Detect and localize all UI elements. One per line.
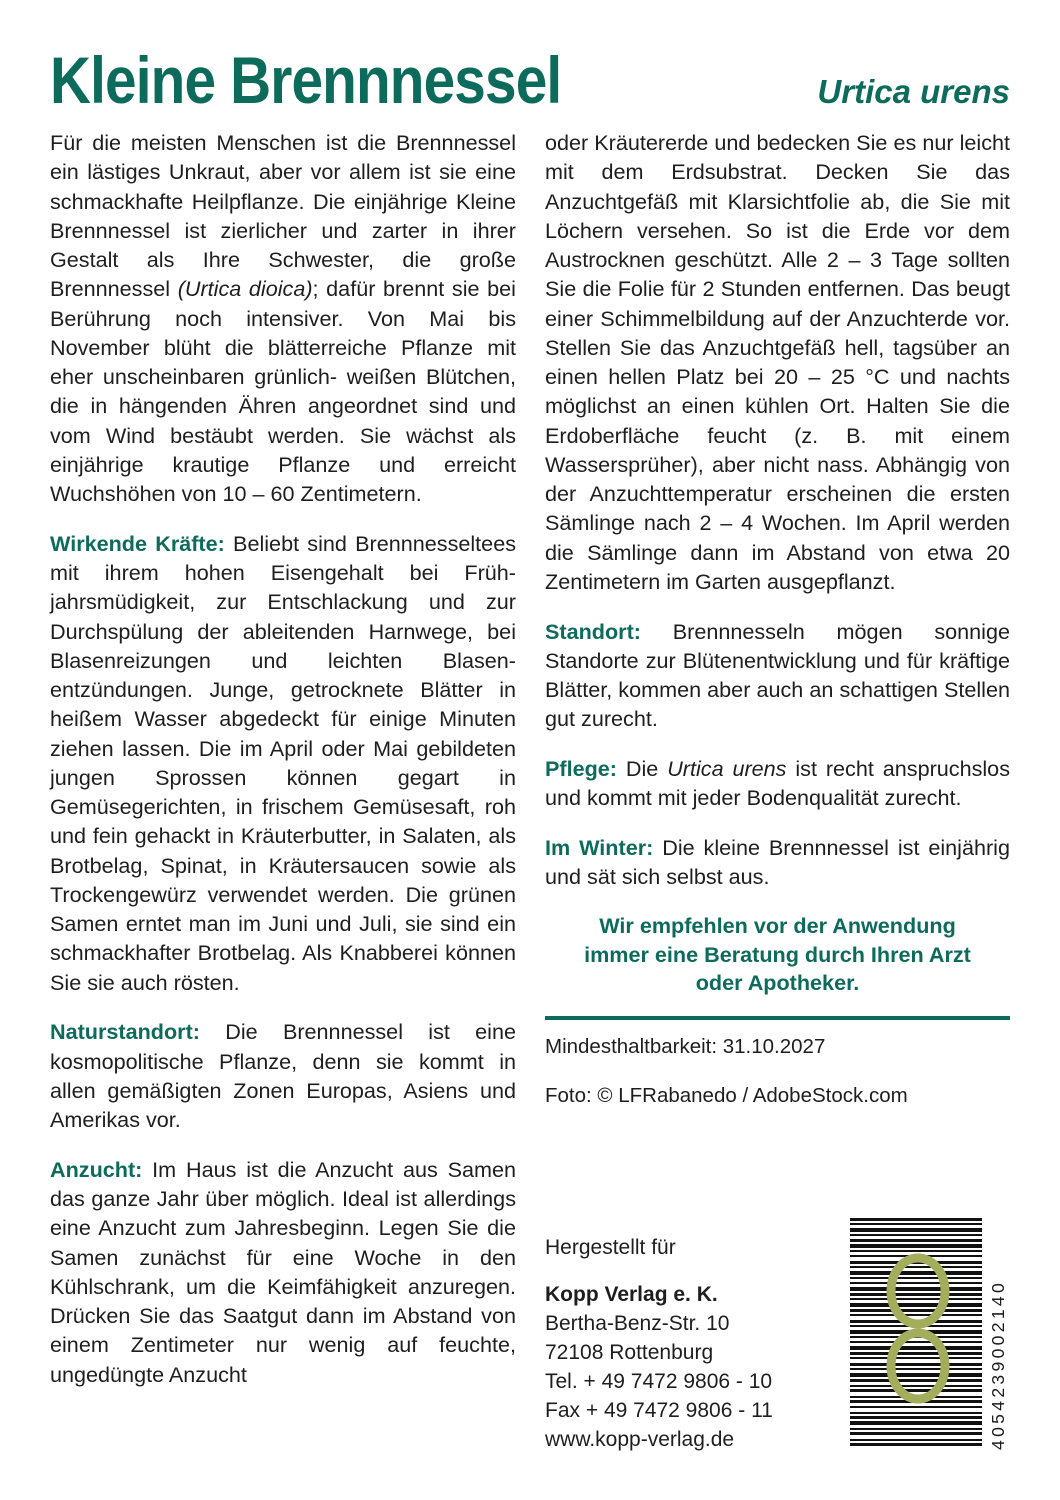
barcode-bar <box>850 1357 982 1359</box>
barcode-bar <box>850 1368 982 1370</box>
section-naturstandort <box>50 1017 516 1134</box>
street: Bertha-Benz-Str. 10 <box>545 1312 730 1335</box>
barcode-bar <box>850 1389 982 1392</box>
barcode-bar <box>850 1416 982 1419</box>
phone: Tel. + 49 7472 9806 - 10 <box>545 1370 773 1393</box>
barcode-bar <box>850 1250 982 1252</box>
section-text: Brennnesseln mögen sonnige Standorte zur Blütenentwicklung und für kräftige Blätter, kommen aber auch an schattigen Stellen gut zurecht. <box>545 618 1010 732</box>
section-winter <box>545 833 1010 892</box>
section-wirkende-kraefte <box>50 529 516 997</box>
kopp-logo-icon <box>891 1258 945 1399</box>
barcode-bar <box>850 1346 982 1350</box>
barcode-bar <box>850 1363 982 1366</box>
page-title: Kleine Brennnessel <box>50 43 562 117</box>
section-label: Naturstandort: <box>50 1019 200 1045</box>
barcode-bar <box>850 1385 982 1387</box>
barcode-bar <box>850 1234 982 1236</box>
intro-text-1: Für die meisten Menschen ist die Brennnessel ein lästiges Unkraut, aber vor allem ist sie eine schmackhafte Heilpflanze. Die einjährige Kleine Brennnessel ist zierlicher und zarter in ihrer Gestalt als Ihre Schwester, die große Brennnessel <box>50 130 516 302</box>
barcode-bar <box>850 1406 982 1408</box>
section-text: Im Haus ist die Anzucht aus Samen das ganze Jahr über möglich. Ideal ist allerdings eine Anzucht zum Jahresbeginn. Legen Sie die Samen zunächst für eine Woche in den Kühlschrank, um die Keimfähigkeit anzuregen. Drücken Sie das Saatgut dann im Abstand von einem Zentimeter nur wenig auf feuchte, ungedüngte Anzucht <box>50 1156 516 1387</box>
section-text: ist recht anspruchslos und kommt mit jeder Bodenqualität zurecht. <box>545 756 1010 811</box>
barcode-bar <box>850 1218 982 1221</box>
barcode-bar <box>850 1277 982 1279</box>
barcode-bar <box>850 1443 982 1446</box>
intro-text-2: ; dafür brennt sie bei Berührung noch intensiver. Von Mai bis November blüht die blätterreiche Pflanze mit eher unscheinbaren grünlich- weißen Blütchen, die in hängenden Ähren angeordnet sind und vom Wind bestäubt werden. Sie wächst als einjährige krautige Pflanze und erreicht Wuchshöhen von 10 – 60 Zentimetern. <box>50 276 516 506</box>
manufacturer-intro: Hergestellt für <box>545 1236 676 1259</box>
section-text: Die Brennnessel ist eine kosmopolitische Pflanze, denn sie kommt in allen gemäßigten Zonen Europas, Asiens und Amerikas vor. <box>50 1019 516 1132</box>
barcode-bar <box>850 1293 982 1296</box>
recommendation-line: immer eine Beratung durch Ihren Arzt <box>584 941 971 967</box>
barcode-bar <box>850 1303 982 1307</box>
barcode <box>848 1216 1010 1452</box>
barcode-bar <box>850 1421 982 1425</box>
section-label: Wirkende Kräfte: <box>50 530 225 556</box>
intro-italic: (Urtica dioica) <box>177 276 313 302</box>
barcode-bar <box>850 1239 982 1242</box>
section-anzucht-continued: oder Kräutererde und bedecken Sie es nur leicht mit dem Erdsubstrat. Decken Sie das Anzuchtgefäß mit Klarsichtfolie ab, die Sie mit Löchern versehen. So ist die Erde vor dem Austrocknen geschützt. Alle 2 – 3 Tage sollten Sie die Folie für 2 Stunden entfernen. Das beugt einer Schimmelbildung auf der Anzuchterde vor. Stellen Sie das Anzuchtgefäß hell, tagsüber an einen hellen Platz bei 20 – 25 °C und nachts möglichst an einen kühlen Ort. Halten Sie die Erdoberfläche feucht (z. B. mit einem Wassersprüher), aber nicht nass. Abhängig von der Anzuchttemperatur erscheinen die ersten Sämlinge nach 2 – 4 Wochen. Im April werden die Sämlinge dann im Abstand von etwa 20 Zentimetern im Garten ausgepflanzt. <box>545 130 1010 594</box>
barcode-number: 4054239002140 <box>988 1279 1008 1450</box>
barcode-bar <box>850 1439 982 1441</box>
section-anzucht <box>50 1155 516 1389</box>
barcode-bar <box>850 1287 982 1291</box>
barcode-bar <box>850 1228 982 1232</box>
section-label: Im Winter: <box>545 835 654 860</box>
manufacturer-block <box>545 1233 835 1454</box>
city: 72108 Rottenburg <box>545 1341 714 1364</box>
barcode-bar <box>850 1282 982 1284</box>
divider <box>545 1016 1010 1020</box>
section-italic: Urtica urens <box>667 756 787 781</box>
barcode-bar <box>850 1244 982 1248</box>
latin-name: Urtica urens <box>817 73 1010 110</box>
barcode-bar <box>850 1432 982 1435</box>
recommendation-line: oder Apotheker. <box>695 970 860 995</box>
best-before: Mindesthaltbarkeit: 31.10.2027 <box>545 1034 826 1058</box>
barcode-bar <box>850 1373 982 1377</box>
section-label: Standort: <box>545 618 641 644</box>
website-link[interactable]: www.kopp-verlag.de <box>545 1428 735 1451</box>
barcode-bar <box>850 1271 982 1275</box>
section-standort <box>545 617 1010 734</box>
barcode-bar <box>850 1223 982 1225</box>
section-pflege <box>545 754 1010 813</box>
recommendation-note <box>545 912 1010 998</box>
barcode-bar <box>850 1428 982 1430</box>
barcode-bar <box>850 1352 982 1355</box>
barcode-bar <box>850 1266 982 1268</box>
barcode-bar <box>850 1379 982 1382</box>
left-column <box>50 128 516 1409</box>
photo-credit: Foto: © LFRabanedo / AdobeStock.com <box>545 1084 908 1107</box>
section-text: Die <box>617 756 668 781</box>
section-label: Pflege: <box>545 756 617 781</box>
section-text: Beliebt sind Brennnesseltees mit ihrem hohen Eisengehalt bei Frühjahrsmüdigkeit, zur Entschlackung und zur Durchspülung der ableitenden Harnwege, bei Blasenreizungen und leichten Blasenentzündungen. Junge, getrocknete Blätter in heißem Wasser abgedeckt für einige Minuten ziehen lassen. Die im April oder Mai gebildeten jungen Sprossen können gegart in Gemüsegerichten, in frischem Gemüsesaft, roh und fein gehackt in Kräuterbutter, in Salaten, als Brotbelag, Spinat, in Kräutersaucen sowie als Trockengewürz verwendet werden. Die grünen Samen erntet man im Juni und Juli, sie sind ein schmackhafter Brotbelag. Als Knabberei können Sie sie auch rösten. <box>50 530 517 995</box>
barcode-bar <box>850 1341 982 1343</box>
section-text: Die kleine Brennnessel ist einjährig und sät sich selbst aus. <box>545 835 1010 890</box>
barcode-bar <box>850 1314 982 1316</box>
barcode-bar <box>850 1412 982 1414</box>
barcode-bar <box>850 1298 982 1300</box>
intro-paragraph <box>50 128 516 508</box>
barcode-bar <box>850 1309 982 1312</box>
section-label: Anzucht: <box>50 1156 143 1182</box>
right-column <box>545 128 1010 1131</box>
fax: Fax + 49 7472 9806 - 11 <box>545 1399 773 1422</box>
company-name: Kopp Verlag e. K. <box>545 1283 718 1306</box>
recommendation-line: Wir empfehlen vor der Anwendung <box>599 913 956 938</box>
